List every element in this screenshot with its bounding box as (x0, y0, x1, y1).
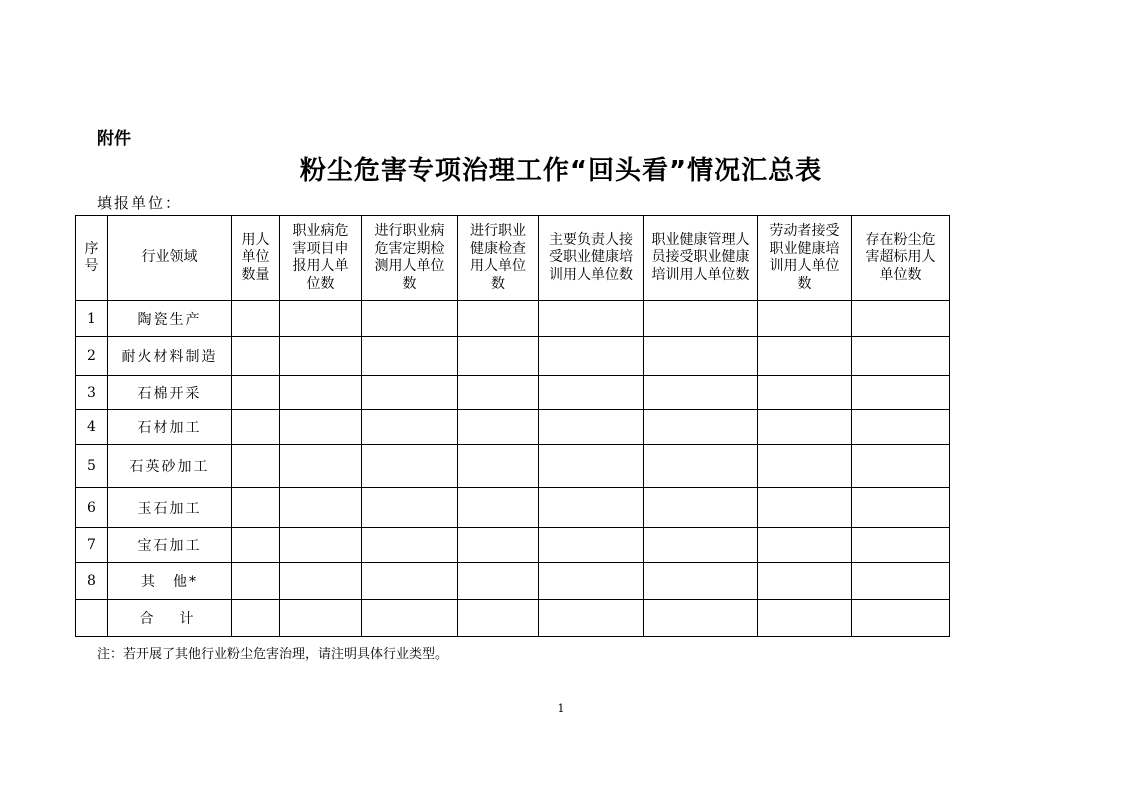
cell-empty[interactable] (758, 488, 852, 528)
cell-empty[interactable] (362, 488, 458, 528)
cell-empty[interactable] (458, 301, 539, 337)
cell-empty[interactable] (539, 376, 644, 410)
table-row (76, 445, 950, 488)
cell-empty[interactable] (539, 301, 644, 337)
row-industry: 玉石加工 (108, 488, 232, 528)
cell-empty[interactable] (644, 337, 758, 376)
cell-empty[interactable] (539, 337, 644, 376)
cell-empty[interactable] (852, 600, 950, 637)
row-number: 6 (76, 488, 108, 528)
cell-empty[interactable] (232, 600, 280, 637)
cell-empty[interactable] (758, 410, 852, 445)
header-periodic-detection: 进行职业病危害定期检测用人单位数 (362, 216, 458, 301)
cell-empty[interactable] (362, 528, 458, 563)
cell-empty[interactable] (852, 410, 950, 445)
cell-empty[interactable] (232, 488, 280, 528)
cell-empty[interactable] (539, 528, 644, 563)
total-label: 合 计 (108, 600, 232, 637)
row-number: 5 (76, 445, 108, 488)
cell-empty[interactable] (758, 563, 852, 600)
cell-empty[interactable] (232, 376, 280, 410)
cell-empty[interactable] (232, 410, 280, 445)
total-row (76, 600, 950, 637)
cell-empty[interactable] (758, 376, 852, 410)
cell-empty[interactable] (644, 528, 758, 563)
table-row (76, 337, 950, 376)
cell-empty[interactable] (458, 600, 539, 637)
cell-empty[interactable] (458, 563, 539, 600)
row-industry: 石材加工 (108, 410, 232, 445)
cell-empty[interactable] (758, 528, 852, 563)
cell-empty[interactable] (362, 376, 458, 410)
row-number: 4 (76, 410, 108, 445)
table-row (76, 376, 950, 410)
cell-empty[interactable] (758, 600, 852, 637)
cell-empty[interactable] (539, 563, 644, 600)
cell-empty[interactable] (362, 301, 458, 337)
fill-unit-label: 填报单位： (97, 194, 183, 212)
cell-empty[interactable] (758, 337, 852, 376)
header-industry: 行业领域 (108, 216, 232, 301)
cell-empty[interactable] (280, 528, 362, 563)
cell-empty[interactable] (280, 337, 362, 376)
cell-empty[interactable] (852, 563, 950, 600)
cell-empty[interactable] (280, 600, 362, 637)
cell-empty[interactable] (362, 410, 458, 445)
cell-empty[interactable] (280, 563, 362, 600)
cell-empty[interactable] (539, 488, 644, 528)
summary-table (75, 215, 950, 637)
cell-empty[interactable] (644, 600, 758, 637)
cell-empty[interactable] (280, 445, 362, 488)
header-health-check: 进行职业健康检查用人单位数 (458, 216, 539, 301)
cell-empty[interactable] (362, 337, 458, 376)
page-title: 粉尘危害专项治理工作“回头看”情况汇总表 (299, 156, 823, 186)
cell-empty[interactable] (758, 301, 852, 337)
row-industry: 陶瓷生产 (108, 301, 232, 337)
cell-empty (76, 600, 108, 637)
cell-empty[interactable] (644, 301, 758, 337)
header-manager-training: 职业健康管理人员接受职业健康培训用人单位数 (644, 216, 758, 301)
cell-empty[interactable] (232, 528, 280, 563)
cell-empty[interactable] (458, 445, 539, 488)
cell-empty[interactable] (458, 337, 539, 376)
footnote: 注：若开展了其他行业粉尘危害治理，请注明具体行业类型。 (97, 647, 449, 662)
cell-empty[interactable] (362, 563, 458, 600)
cell-empty[interactable] (232, 301, 280, 337)
cell-empty[interactable] (232, 445, 280, 488)
cell-empty[interactable] (852, 376, 950, 410)
row-number: 7 (76, 528, 108, 563)
cell-empty[interactable] (852, 528, 950, 563)
row-number: 1 (76, 301, 108, 337)
row-industry: 石英砂加工 (108, 445, 232, 488)
attachment-label: 附件 (97, 129, 131, 149)
header-seq: 序号 (76, 216, 108, 301)
cell-empty[interactable] (852, 337, 950, 376)
cell-empty[interactable] (280, 410, 362, 445)
cell-empty[interactable] (280, 301, 362, 337)
header-worker-training: 劳动者接受职业健康培训用人单位数 (758, 216, 852, 301)
cell-empty[interactable] (362, 445, 458, 488)
row-industry: 耐火材料制造 (108, 337, 232, 376)
page-number: 1 (557, 702, 565, 715)
row-industry: 石棉开采 (108, 376, 232, 410)
cell-empty[interactable] (644, 563, 758, 600)
row-industry: 宝石加工 (108, 528, 232, 563)
cell-empty[interactable] (280, 488, 362, 528)
cell-empty[interactable] (280, 376, 362, 410)
header-hazard-declaration: 职业病危害项目申报用人单位数 (280, 216, 362, 301)
table-row (76, 563, 950, 600)
header-employer-count: 用人单位数量 (232, 216, 280, 301)
cell-empty[interactable] (458, 528, 539, 563)
cell-empty[interactable] (539, 445, 644, 488)
cell-empty[interactable] (852, 445, 950, 488)
cell-empty[interactable] (852, 301, 950, 337)
cell-empty[interactable] (232, 563, 280, 600)
table-row (76, 488, 950, 528)
row-number: 8 (76, 563, 108, 600)
header-principal-training: 主要负责人接受职业健康培训用人单位数 (539, 216, 644, 301)
cell-empty[interactable] (852, 488, 950, 528)
table-row (76, 301, 950, 337)
cell-empty[interactable] (362, 600, 458, 637)
cell-empty[interactable] (758, 445, 852, 488)
cell-empty[interactable] (644, 488, 758, 528)
table-row (76, 410, 950, 445)
header-dust-exceed: 存在粉尘危害超标用人单位数 (852, 216, 950, 301)
cell-empty[interactable] (644, 445, 758, 488)
cell-empty[interactable] (232, 337, 280, 376)
table-row (76, 528, 950, 563)
cell-empty[interactable] (644, 376, 758, 410)
row-number: 3 (76, 376, 108, 410)
cell-empty[interactable] (458, 410, 539, 445)
cell-empty[interactable] (458, 488, 539, 528)
cell-empty[interactable] (539, 600, 644, 637)
cell-empty[interactable] (644, 410, 758, 445)
row-industry: 其 他* (108, 563, 232, 600)
row-number: 2 (76, 337, 108, 376)
table-header-row (76, 216, 950, 301)
cell-empty[interactable] (458, 376, 539, 410)
cell-empty[interactable] (539, 410, 644, 445)
